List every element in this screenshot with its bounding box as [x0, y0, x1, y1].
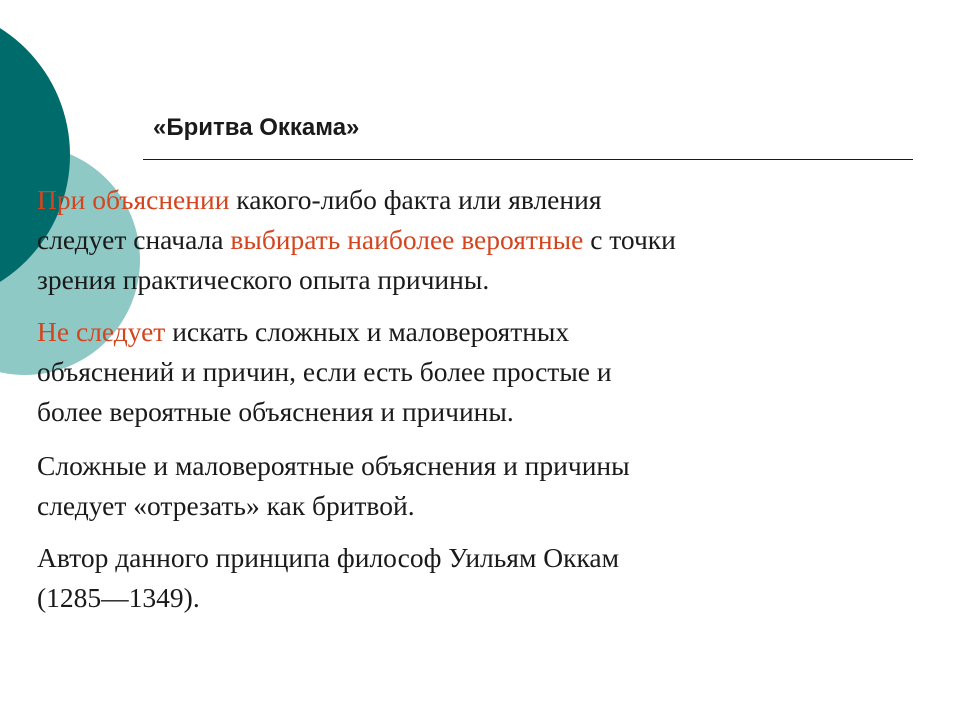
body-text-segment: зрения практического опыта причины. — [37, 264, 490, 295]
body-text-segment: Сложные и маловероятные объяснения и причины — [37, 450, 630, 481]
body-text-segment: следует сначала — [37, 224, 231, 255]
body-text-segment: (1285—1349). — [37, 582, 200, 613]
body-text-segment: объяснений и причин, если есть более простые и — [37, 356, 612, 387]
body-text-segment: более вероятные объяснения и причины. — [37, 396, 514, 427]
highlighted-text: При объяснении — [37, 184, 230, 215]
body-paragraph — [37, 538, 897, 618]
highlighted-text: Не следует — [37, 316, 166, 347]
body-text-segment: с точки — [583, 224, 676, 255]
body-paragraph — [37, 180, 897, 300]
body-paragraph — [37, 446, 897, 526]
body-text-segment: следует «отрезать» как бритвой. — [37, 490, 415, 521]
slide-body — [37, 180, 897, 630]
highlighted-text: выбирать наиболее вероятные — [230, 224, 584, 255]
body-text-segment: Автор данного принципа философ Уильям Оккам — [37, 542, 619, 573]
title-divider — [143, 159, 913, 160]
body-text-segment: искать сложных и маловероятных — [165, 316, 570, 347]
body-paragraph — [37, 312, 897, 432]
slide-title: «Бритва Оккама» — [153, 114, 360, 141]
body-text-segment: какого-либо факта или явления — [229, 184, 602, 215]
